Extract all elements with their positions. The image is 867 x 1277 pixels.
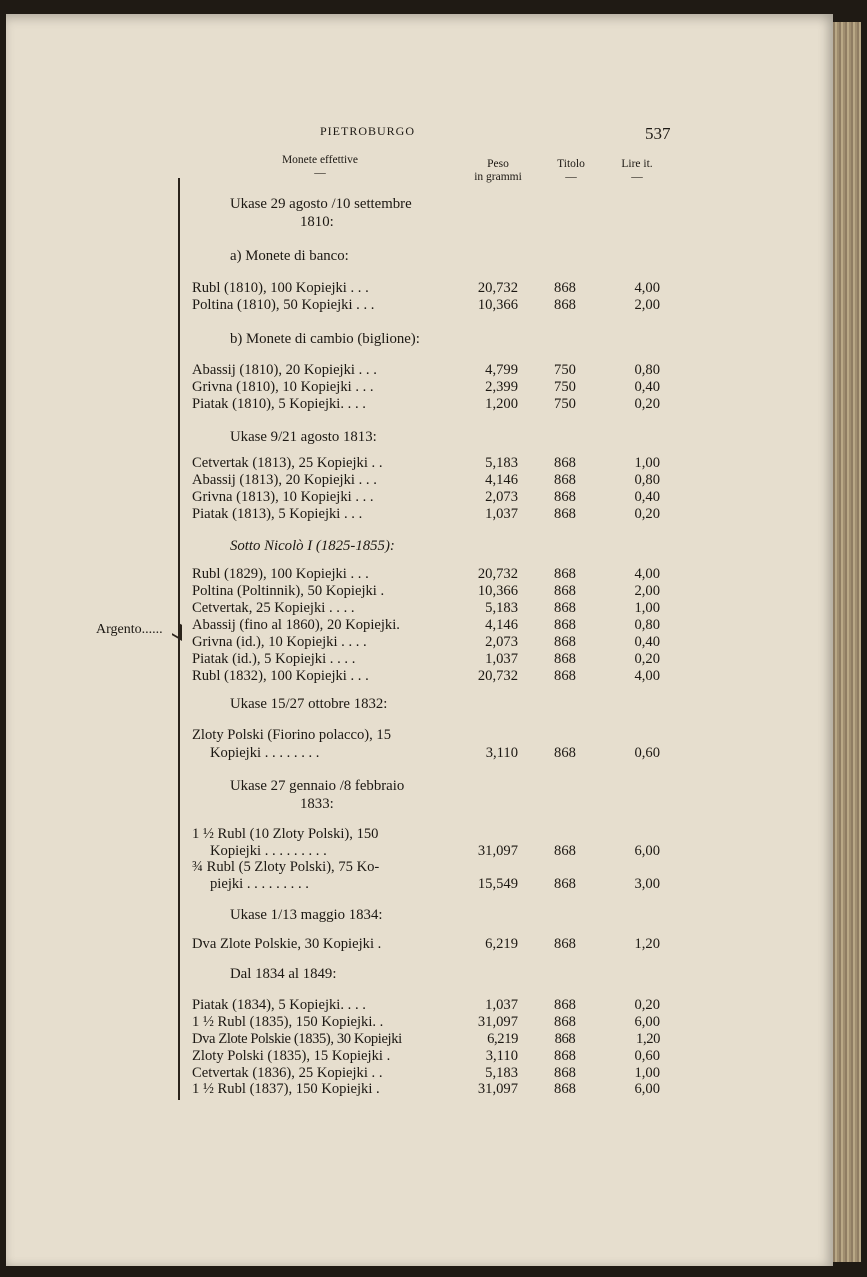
- coin-name: ¾ Rubl (5 Zloty Polski), 75 Ko-: [192, 859, 380, 875]
- section-title: Dal 1834 al 1849:: [230, 966, 337, 982]
- table-row: [192, 280, 662, 297]
- coin-name: Piatak (1813), 5 Kopiejki . . .: [192, 506, 363, 522]
- table-row: [192, 472, 662, 489]
- peso-value: 1,037: [485, 651, 518, 667]
- titolo-value: 868: [554, 617, 576, 633]
- peso-value: 2,073: [485, 634, 518, 650]
- titolo-value: 868: [554, 566, 576, 582]
- column-header-titolo-dash: —: [565, 171, 577, 183]
- titolo-value: 868: [554, 455, 576, 471]
- table-row: [192, 506, 662, 523]
- table-row: [192, 297, 662, 314]
- peso-value: 4,146: [485, 617, 518, 633]
- lire-value: 6,00: [634, 1081, 660, 1097]
- peso-value: 3,110: [485, 745, 518, 761]
- peso-value: 6,219: [485, 936, 518, 952]
- table-row: [192, 826, 662, 843]
- column-header-peso: [458, 158, 538, 184]
- page-edges: [833, 22, 861, 1262]
- coin-name: Cetvertak (1813), 25 Kopiejki . .: [192, 455, 383, 471]
- running-title: PIETROBURGO: [320, 124, 416, 138]
- lire-value: 0,80: [634, 362, 660, 378]
- table-row: [192, 379, 662, 396]
- peso-value: 3,110: [485, 1048, 518, 1064]
- coin-name: Kopiejki . . . . . . . . .: [210, 843, 327, 859]
- peso-value: 4,799: [485, 362, 518, 378]
- titolo-value: 750: [554, 362, 576, 378]
- titolo-value: 868: [554, 489, 576, 505]
- table-row: [192, 1065, 662, 1082]
- coin-name: Piatak (1810), 5 Kopiejki. . . .: [192, 396, 366, 412]
- coin-name: Rubl (1829), 100 Kopiejki . . .: [192, 566, 369, 582]
- column-header-peso-line1: Peso: [487, 158, 509, 170]
- titolo-value: 868: [554, 506, 576, 522]
- section-title-cont: 1833:: [300, 796, 334, 812]
- lire-value: 0,20: [634, 506, 660, 522]
- lire-value: 1,20: [634, 936, 660, 952]
- column-header-coin-label: Monete effettive: [281, 154, 359, 166]
- peso-value: 5,183: [485, 600, 518, 616]
- coin-name: 1 ½ Rubl (1837), 150 Kopiejki .: [192, 1081, 380, 1097]
- peso-value: 10,366: [477, 583, 518, 599]
- table-row: [192, 617, 662, 634]
- lire-value: 0,20: [634, 396, 660, 412]
- titolo-value: 868: [554, 936, 576, 952]
- peso-value: 20,732: [477, 566, 518, 582]
- titolo-value: 868: [554, 634, 576, 650]
- coin-name: Cetvertak, 25 Kopiejki . . . .: [192, 600, 355, 616]
- lire-value: 1,20: [636, 1031, 660, 1047]
- section-title: Ukase 15/27 ottobre 1832:: [230, 696, 388, 712]
- table-row: [192, 455, 662, 472]
- coin-name: Poltina (1810), 50 Kopiejki . . .: [192, 297, 375, 313]
- peso-value: 4,146: [485, 472, 518, 488]
- lire-value: 0,20: [634, 997, 660, 1013]
- coin-name: piejki . . . . . . . . .: [210, 876, 309, 892]
- table-row: [192, 489, 662, 506]
- titolo-value: 868: [554, 1031, 576, 1047]
- lire-value: 0,20: [634, 651, 660, 667]
- titolo-value: 868: [554, 600, 576, 616]
- lire-value: 4,00: [634, 566, 660, 582]
- titolo-value: 868: [554, 997, 576, 1013]
- section-title: b) Monete di cambio (biglione):: [230, 331, 420, 347]
- titolo-value: 868: [554, 1014, 576, 1030]
- column-header-lire: [610, 158, 664, 184]
- section-title: Ukase 9/21 agosto 1813:: [230, 429, 377, 445]
- coin-name: Piatak (1834), 5 Kopiejki. . . .: [192, 997, 366, 1013]
- peso-value: 2,399: [485, 379, 518, 395]
- titolo-value: 868: [554, 876, 576, 892]
- table-row: [192, 566, 662, 583]
- table-row: [192, 1014, 662, 1031]
- lire-value: 1,00: [634, 600, 660, 616]
- lire-value: 0,40: [634, 379, 660, 395]
- peso-value: 31,097: [477, 1081, 518, 1097]
- page-number: 537: [645, 124, 671, 143]
- titolo-value: 868: [554, 668, 576, 684]
- table-row: [192, 936, 662, 953]
- column-header-titolo-label: Titolo: [557, 158, 585, 170]
- peso-value: 31,097: [477, 843, 518, 859]
- coin-name: Kopiejki . . . . . . . .: [210, 745, 320, 761]
- table-row: [192, 745, 662, 762]
- table-row: [192, 1031, 662, 1048]
- coin-name: 1 ½ Rubl (1835), 150 Kopiejki. .: [192, 1014, 384, 1030]
- peso-value: 20,732: [477, 668, 518, 684]
- coin-name: Piatak (id.), 5 Kopiejki . . . .: [192, 651, 356, 667]
- titolo-value: 868: [554, 1048, 576, 1064]
- coin-name: Abassij (1813), 20 Kopiejki . . .: [192, 472, 377, 488]
- table-row: [192, 362, 662, 379]
- coin-name: Zloty Polski (1835), 15 Kopiejki .: [192, 1048, 391, 1064]
- lire-value: 0,80: [634, 472, 660, 488]
- table-row: [192, 997, 662, 1014]
- coin-name: Poltina (Poltinnik), 50 Kopiejki .: [192, 583, 385, 599]
- peso-value: 1,037: [485, 997, 518, 1013]
- lire-value: 4,00: [634, 280, 660, 296]
- titolo-value: 868: [554, 297, 576, 313]
- column-header-coin-dash: —: [314, 167, 326, 179]
- lire-value: 0,60: [634, 1048, 660, 1064]
- peso-value: 15,549: [477, 876, 518, 892]
- titolo-value: 868: [554, 1065, 576, 1081]
- section-title: Ukase 29 agosto /10 settembre: [230, 196, 412, 212]
- table-row: [192, 600, 662, 617]
- lire-value: 0,60: [634, 745, 660, 761]
- table-row: [192, 668, 662, 685]
- column-header-lire-dash: —: [631, 171, 643, 183]
- lire-value: 1,00: [634, 1065, 660, 1081]
- peso-value: 1,200: [485, 396, 518, 412]
- titolo-value: 868: [554, 583, 576, 599]
- section-title: Sotto Nicolò I (1825-1855):: [230, 538, 395, 554]
- section-title-cont: 1810:: [300, 214, 334, 230]
- section-title: a) Monete di banco:: [230, 248, 349, 264]
- lire-value: 6,00: [634, 843, 660, 859]
- coin-name: 1 ½ Rubl (10 Zloty Polski), 150: [192, 826, 379, 842]
- titolo-value: 868: [554, 843, 576, 859]
- titolo-value: 868: [554, 280, 576, 296]
- coin-name: Grivna (1813), 10 Kopiejki . . .: [192, 489, 374, 505]
- column-header-peso-line2: in grammi: [474, 171, 522, 183]
- metal-label: Argento......: [96, 622, 163, 637]
- lire-value: 4,00: [634, 668, 660, 684]
- peso-value: 10,366: [477, 297, 518, 313]
- peso-value: 5,183: [485, 455, 518, 471]
- coin-name: Grivna (1810), 10 Kopiejki . . .: [192, 379, 374, 395]
- table-row: [192, 1048, 662, 1065]
- titolo-value: 868: [554, 1081, 576, 1097]
- table-row: [192, 843, 662, 860]
- lire-value: 1,00: [634, 455, 660, 471]
- lire-value: 0,40: [634, 489, 660, 505]
- table-row: [192, 651, 662, 668]
- table-row: [192, 876, 662, 893]
- table-row: [192, 859, 662, 876]
- column-header-lire-label: Lire it.: [621, 158, 653, 170]
- table-row: [192, 634, 662, 651]
- section-title: Ukase 1/13 maggio 1834:: [230, 907, 383, 923]
- lire-value: 2,00: [634, 297, 660, 313]
- lire-value: 6,00: [634, 1014, 660, 1030]
- titolo-value: 750: [554, 379, 576, 395]
- peso-value: 2,073: [485, 489, 518, 505]
- coin-name: Rubl (1810), 100 Kopiejki . . .: [192, 280, 369, 296]
- coin-name: Rubl (1832), 100 Kopiejki . . .: [192, 668, 369, 684]
- coin-name: Dva Zlote Polskie, 30 Kopiejki .: [192, 936, 382, 952]
- lire-value: 3,00: [634, 876, 660, 892]
- titolo-value: 750: [554, 396, 576, 412]
- peso-value: 6,219: [487, 1031, 518, 1047]
- peso-value: 31,097: [477, 1014, 518, 1030]
- lire-value: 2,00: [634, 583, 660, 599]
- coin-name: Grivna (id.), 10 Kopiejki . . . .: [192, 634, 367, 650]
- titolo-value: 868: [554, 651, 576, 667]
- column-header-coin: [250, 154, 390, 180]
- table-row: [192, 1081, 662, 1098]
- table-row: [192, 583, 662, 600]
- section-title: Ukase 27 gennaio /8 febbraio: [230, 778, 405, 794]
- titolo-value: 868: [554, 472, 576, 488]
- coin-name: Zloty Polski (Fiorino polacco), 15: [192, 727, 392, 743]
- titolo-value: 868: [554, 745, 576, 761]
- table-row: [192, 727, 662, 744]
- coin-name: Dva Zlote Polskie (1835), 30 Kopiejki: [192, 1031, 402, 1047]
- coin-name: Cetvertak (1836), 25 Kopiejki . .: [192, 1065, 383, 1081]
- column-header-titolo: [546, 158, 596, 184]
- peso-value: 1,037: [485, 506, 518, 522]
- lire-value: 0,80: [634, 617, 660, 633]
- coin-name: Abassij (fino al 1860), 20 Kopiejki.: [192, 617, 400, 633]
- lire-value: 0,40: [634, 634, 660, 650]
- peso-value: 5,183: [485, 1065, 518, 1081]
- table-row: [192, 396, 662, 413]
- peso-value: 20,732: [477, 280, 518, 296]
- coin-name: Abassij (1810), 20 Kopiejki . . .: [192, 362, 377, 378]
